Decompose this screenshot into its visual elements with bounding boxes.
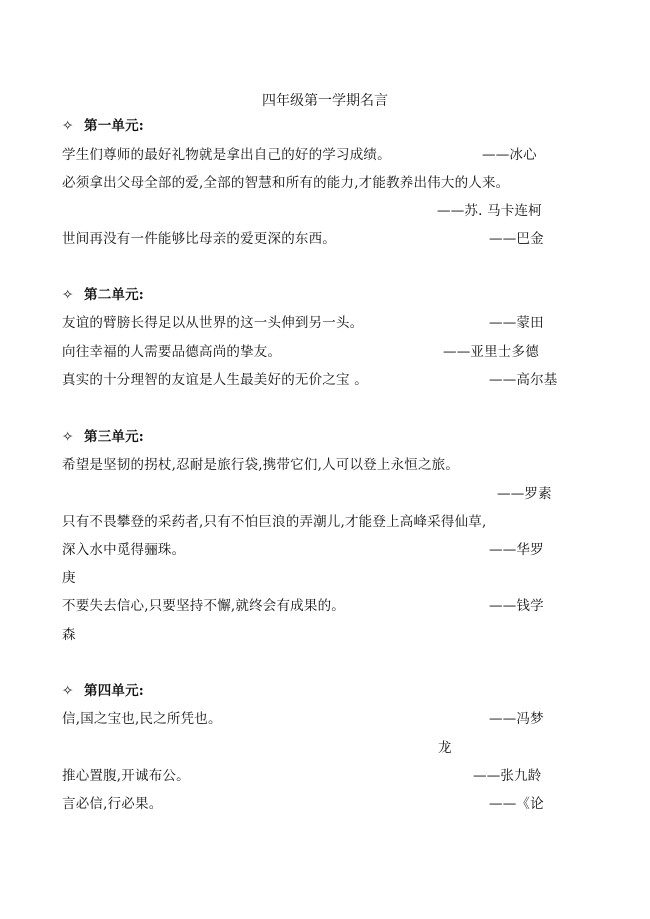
section-title: 第二单元: bbox=[84, 287, 144, 303]
quote-text: 希望是坚韧的拐杖,忍耐是旅行袋,携带它们,人可以登上永恒之旅。 bbox=[62, 457, 460, 473]
quote-text: 向往幸福的人需要品德高尚的挚友。 bbox=[62, 344, 282, 360]
section-heading-4 bbox=[62, 682, 144, 700]
quote-author: ——罗素 bbox=[497, 486, 552, 502]
section-title: 第四单元: bbox=[84, 683, 144, 699]
section-heading-3 bbox=[62, 428, 144, 446]
sparkle-icon: ✧ bbox=[62, 429, 74, 445]
quote-text: 不要失去信心,只要坚持不懈,就终会有成果的。 bbox=[62, 598, 345, 614]
quote-author: ——亚里士多德 bbox=[443, 344, 539, 360]
quote-author: ——蒙田 bbox=[489, 315, 544, 331]
quote-text: 只有不畏攀登的采药者,只有不怕巨浪的弄潮儿,才能登上高峰采得仙草, bbox=[62, 514, 487, 530]
sparkle-icon: ✧ bbox=[62, 287, 74, 303]
section-heading-2 bbox=[62, 286, 144, 304]
quote-text: 世间再没有一件能够比母亲的爱更深的东西。 bbox=[62, 231, 336, 247]
quote-text: 学生们尊师的最好礼物就是拿出自己的好的学习成绩。 bbox=[62, 147, 391, 163]
quote-text: 必须拿出父母全部的爱,全部的智慧和所有的能力,才能教养出伟大的人来。 bbox=[62, 175, 510, 191]
quote-text: 推心置腹,开诚布公。 bbox=[62, 768, 190, 784]
quote-author: ——高尔基 bbox=[489, 372, 558, 388]
quote-text: 庚 bbox=[62, 570, 76, 586]
quote-text: 深入水中觅得骊珠。 bbox=[62, 542, 186, 558]
document-title: 四年级第一学期名言 bbox=[262, 93, 388, 109]
quote-author: ——张九龄 bbox=[473, 768, 542, 784]
quote-author: ——华罗 bbox=[489, 542, 544, 558]
quote-author: 龙 bbox=[438, 740, 452, 756]
quote-text: 信,国之宝也,民之所凭也。 bbox=[62, 711, 222, 727]
quote-author: ——冯梦 bbox=[489, 711, 544, 727]
quote-text: 言必信,行必果。 bbox=[62, 796, 163, 812]
quote-text: 森 bbox=[62, 627, 76, 643]
quote-author: ——《论 bbox=[489, 796, 544, 812]
quote-author: ——巴金 bbox=[489, 231, 544, 247]
section-heading-1 bbox=[62, 117, 144, 135]
section-title: 第三单元: bbox=[84, 429, 144, 445]
quote-author: ——冰心 bbox=[482, 147, 537, 163]
quote-author: ——钱学 bbox=[489, 598, 544, 614]
quote-text: 真实的十分理智的友谊是人生最美好的无价之宝 。 bbox=[62, 372, 368, 388]
section-title: 第一单元: bbox=[84, 118, 144, 134]
sparkle-icon: ✧ bbox=[62, 118, 74, 134]
quote-text: 友谊的臂膀长得足以从世界的这一头伸到另一头。 bbox=[62, 315, 364, 331]
sparkle-icon: ✧ bbox=[62, 683, 74, 699]
quote-author: ——苏. 马卡连柯 bbox=[437, 203, 542, 219]
